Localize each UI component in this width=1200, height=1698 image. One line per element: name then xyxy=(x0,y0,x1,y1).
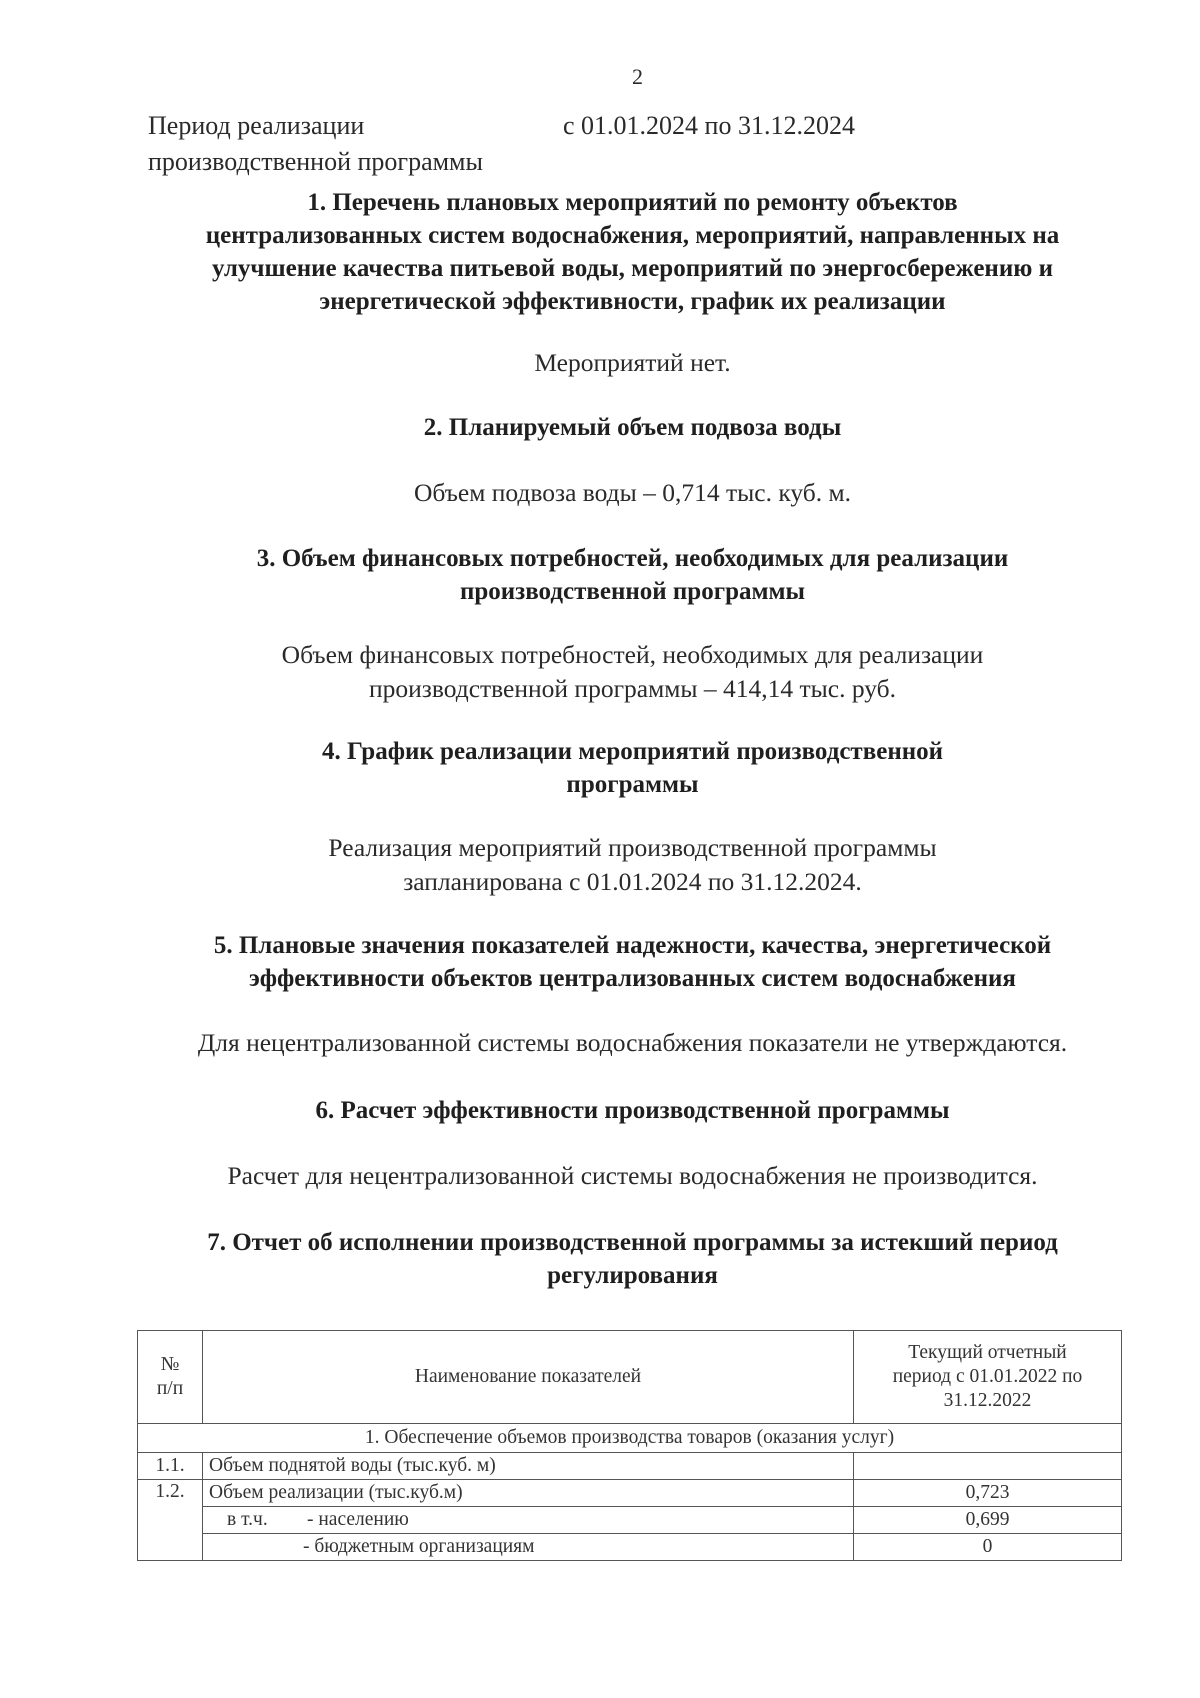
section-2-heading xyxy=(140,411,1125,444)
section-4-heading xyxy=(140,735,1125,801)
header-num-line: № xyxy=(160,1354,180,1375)
text-line: Расчет для нецентрализованной системы водоснабжения не производится. xyxy=(227,1161,1038,1190)
section-3-text xyxy=(140,638,1125,706)
table-row xyxy=(138,1534,1122,1561)
heading-line: улучшение качества питьевой воды, мероприятий по энергосбережению и xyxy=(211,255,1053,282)
report-table xyxy=(137,1330,1122,1561)
row-num-cell: 1.1. xyxy=(138,1453,203,1480)
heading-line: эффективности объектов централизованных систем водоснабжения xyxy=(249,965,1016,992)
header-value-cell xyxy=(854,1331,1122,1424)
heading-line: 3. Объем финансовых потребностей, необходимых для реализации xyxy=(256,545,1009,572)
table-section-row xyxy=(138,1424,1122,1453)
text-line: Объем финансовых потребностей, необходимых для реализации xyxy=(281,640,984,669)
text-line: запланирована с 01.01.2024 по 31.12.2024. xyxy=(403,867,862,896)
table-row xyxy=(138,1507,1122,1534)
row-name-text: - населению xyxy=(307,1509,409,1530)
period-value: с 01.01.2024 по 31.12.2024 xyxy=(563,111,855,140)
text-line: производственной программы – 414,14 тыс. руб. xyxy=(368,674,897,703)
section-4-text xyxy=(140,831,1125,899)
row-name-cell: - бюджетным организациям xyxy=(203,1534,854,1561)
heading-line: 1. Перечень плановых мероприятий по ремонту объектов xyxy=(307,189,958,216)
row-num-cell: 1.2. xyxy=(138,1480,203,1561)
text-line: Для нецентрализованной системы водоснабжения показатели не утверждаются. xyxy=(197,1028,1068,1057)
table-row xyxy=(138,1453,1122,1480)
header-value-line: Текущий отчетный xyxy=(908,1342,1067,1363)
heading-line: программы xyxy=(566,771,699,798)
text-line: Мероприятий нет. xyxy=(534,348,731,377)
row-name-cell: Объем поднятой воды (тыс.куб. м) xyxy=(203,1453,854,1480)
section-1-text xyxy=(140,346,1125,380)
section-6-text xyxy=(140,1159,1125,1193)
heading-line: 4. График реализации мероприятий производственной xyxy=(321,738,944,765)
section-6-heading xyxy=(140,1094,1125,1127)
heading-line: регулирования xyxy=(547,1262,718,1289)
section-2-text xyxy=(140,476,1125,510)
heading-line: 5. Плановые значения показателей надежности, качества, энергетической xyxy=(213,932,1052,959)
header-name-cell: Наименование показателей xyxy=(203,1331,854,1424)
row-name-cell: Объем реализации (тыс.куб.м) xyxy=(203,1480,854,1507)
row-value-cell: 0 xyxy=(854,1534,1122,1561)
heading-line: 2. Планируемый объем подвоза воды xyxy=(423,414,842,441)
heading-line: 6. Расчет эффективности производственной программы xyxy=(315,1097,950,1124)
table-row xyxy=(138,1480,1122,1507)
header-value-line: период с 01.01.2022 по xyxy=(892,1366,1083,1387)
heading-line: энергетической эффективности, график их реализации xyxy=(319,288,946,315)
text-line: Объем подвоза воды – 0,714 тыс. куб. м. xyxy=(413,478,852,507)
text-line: Реализация мероприятий производственной программы xyxy=(328,833,937,862)
section-title-cell: 1. Обеспечение объемов производства товаров (оказания услуг) xyxy=(138,1424,1122,1453)
page-number: 2 xyxy=(632,64,643,89)
heading-line: централизованных систем водоснабжения, мероприятий, направленных на xyxy=(205,222,1060,249)
heading-line: 7. Отчет об исполнении производственной программы за истекший период xyxy=(207,1229,1058,1256)
row-value-cell xyxy=(854,1453,1122,1480)
table-header-row xyxy=(138,1331,1122,1424)
header-num-line: п/п xyxy=(156,1378,184,1399)
period-label-line: производственной программы xyxy=(148,147,483,176)
header-value-line: 31.12.2022 xyxy=(943,1390,1032,1411)
heading-line: производственной программы xyxy=(459,578,806,605)
row-value-cell: 0,723 xyxy=(854,1480,1122,1507)
section-3-heading xyxy=(140,542,1125,608)
row-value-cell: 0,699 xyxy=(854,1507,1122,1534)
section-5-text xyxy=(140,1026,1125,1060)
section-5-heading xyxy=(140,929,1125,995)
period-label-line: Период реализации xyxy=(148,111,365,140)
header-num-cell xyxy=(138,1331,203,1424)
row-name-cell xyxy=(203,1507,854,1534)
row-prefix: в т.ч. xyxy=(227,1509,268,1530)
period-label xyxy=(148,108,483,180)
section-1-heading xyxy=(140,186,1125,318)
section-7-heading xyxy=(140,1226,1125,1292)
